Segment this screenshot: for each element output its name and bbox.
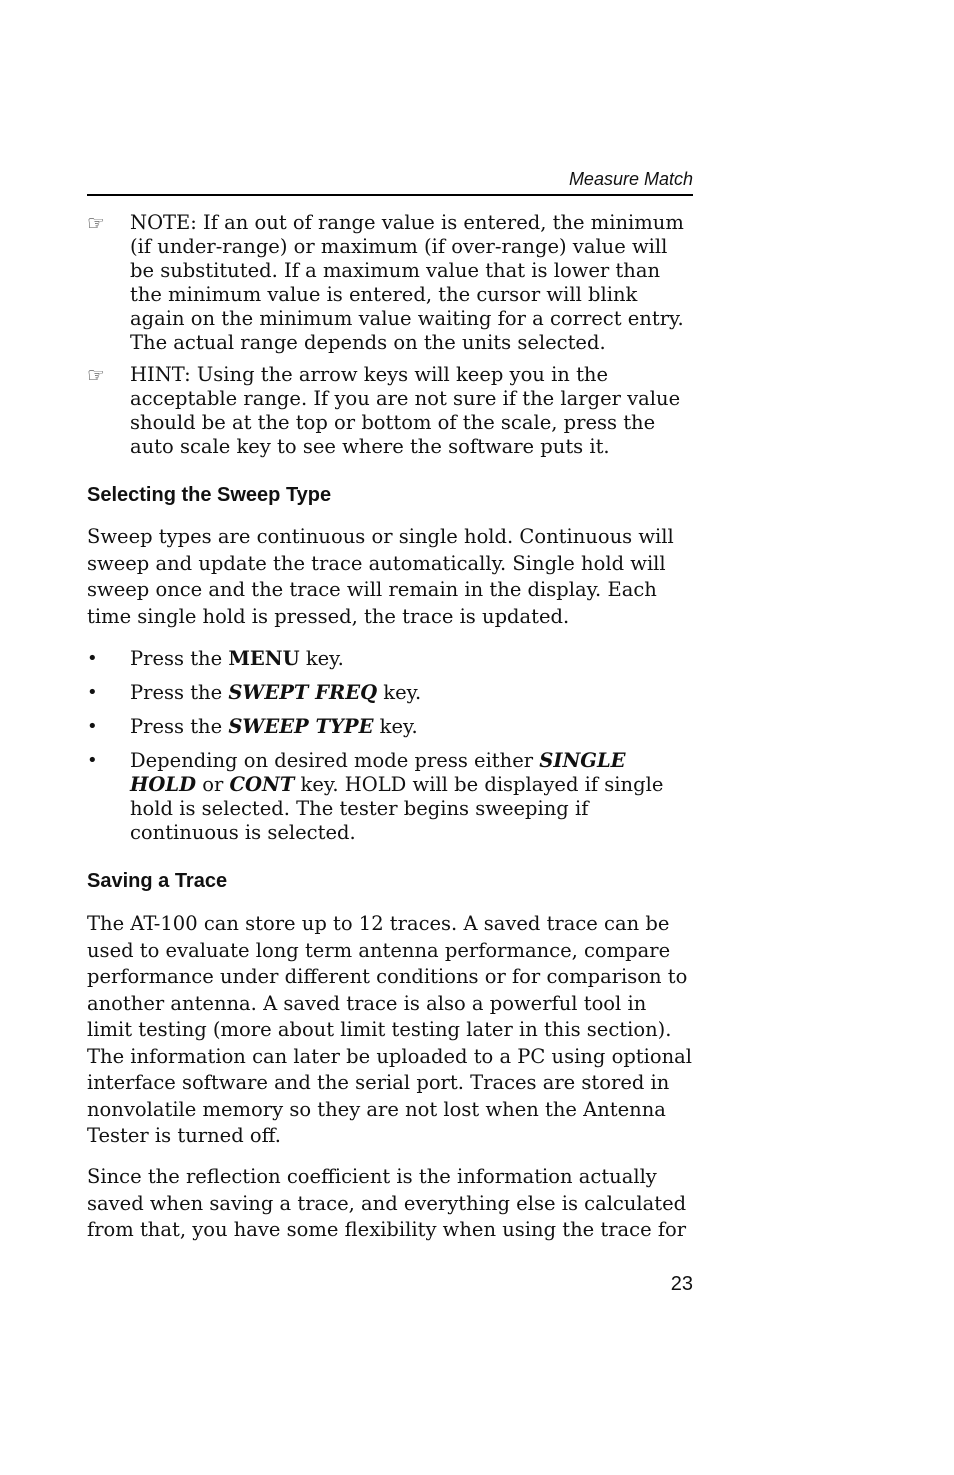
key-name: SWEEP TYPE: [228, 715, 374, 738]
list-item: • Press the SWEPT FREQ key.: [87, 681, 422, 704]
list-item: • Depending on desired mode press either SINGLE HOLD or CONT key. HOLD will be displayed if single hold is selected. The tester begins sweeping if continuous is selected.: [87, 749, 664, 844]
hint-text: HINT: Using the arrow keys will keep you in the acceptable range. If you are not sure if the larger value should be at the top or bottom of the scale, press the auto scale key to see where the software puts it.: [130, 363, 681, 458]
note-text: NOTE: If an out of range value is entered, the minimum (if under-range) or maximum (if over-range) value will be substituted. If a maximum value that is lower than the minimum value is entered, the cursor will blink again on the minimum value waiting for a correct entry. The actual range depends on the units selected.: [130, 211, 684, 354]
bullet-icon: •: [87, 682, 98, 703]
section-heading-saving-trace: Saving a Trace: [87, 870, 228, 892]
bullet-icon: •: [87, 716, 98, 737]
key-name: CONT: [229, 773, 295, 796]
bullet-icon: •: [87, 750, 98, 771]
key-name: SWEPT FREQ: [228, 681, 378, 704]
pointing-hand-icon: ☞: [87, 363, 105, 387]
section-heading-sweep-type: Selecting the Sweep Type: [87, 484, 332, 506]
header-rule: [87, 194, 693, 196]
list-item: • Press the SWEEP TYPE key.: [87, 715, 418, 738]
bullet-icon: •: [87, 648, 98, 669]
pointing-hand-icon: ☞: [87, 211, 105, 235]
running-head: Measure Match: [568, 169, 693, 189]
note-block: [87, 211, 693, 355]
sweep-type-paragraph: Sweep types are continuous or single hold. Continuous will sweep and update the trace automatically. Single hold will sweep once and the trace will remain in the display. Each time single hold is pressed, the trace is updated.: [87, 525, 674, 628]
page-number: 23: [670, 1273, 693, 1295]
hint-block: [87, 363, 693, 459]
list-item: • Press the MENU key.: [87, 647, 344, 670]
saving-trace-paragraph: The AT-100 can store up to 12 traces. A saved trace can be used to evaluate long term antenna performance, compare performance under different conditions or for comparison to another antenna. A saved trace is also a powerful tool in limit testing (more about limit testing later in this section). The information can later be uploaded to a PC using optional interface software and the serial port. Traces are stored in nonvolatile memory so they are not lost when the Antenna Tester is turned off.: [87, 912, 693, 1147]
reflection-paragraph: Since the reflection coefficient is the information actually saved when saving a trace, and everything else is calculated from that, you have some flexibility when using the trace for: [87, 1165, 687, 1241]
key-name: MENU: [228, 647, 300, 670]
key-name: SINGLE HOLD: [130, 749, 626, 796]
